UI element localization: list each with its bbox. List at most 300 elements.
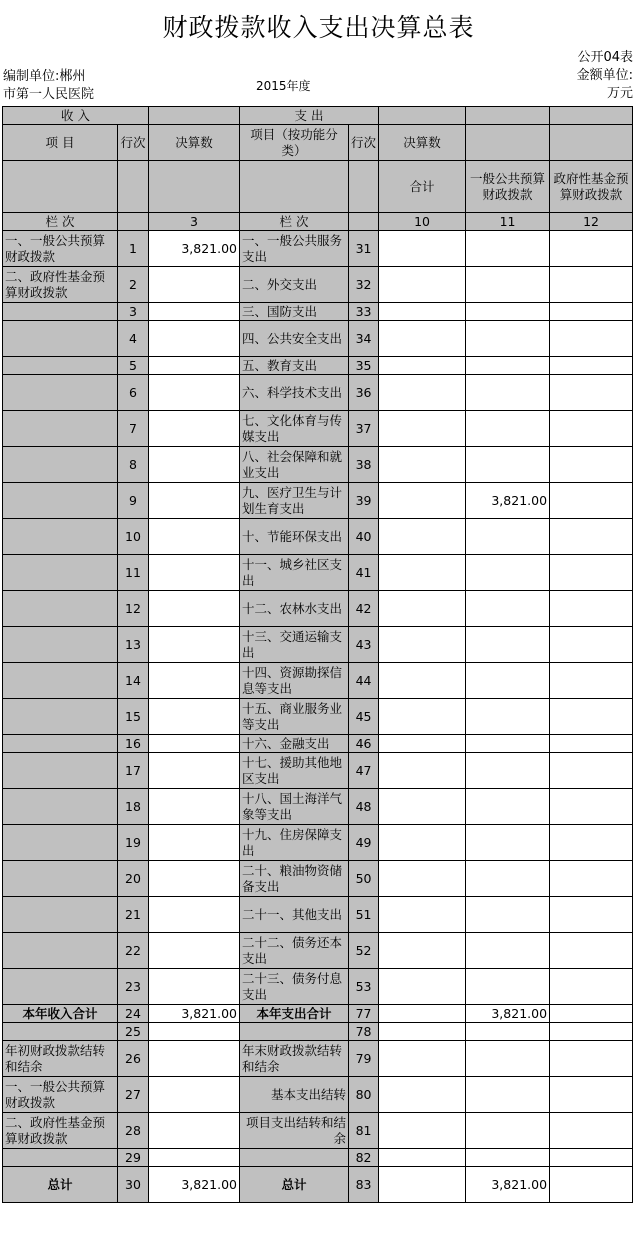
total-cell	[379, 735, 466, 753]
income-row-no-cell: 12	[118, 591, 149, 627]
general-budget-cell	[466, 735, 550, 753]
expense-row-no-cell: 42	[349, 591, 379, 627]
table-row	[3, 1023, 633, 1041]
general-budget-cell	[466, 1023, 550, 1041]
table-row	[3, 789, 633, 825]
expense-row-no-cell: 53	[349, 969, 379, 1005]
expense-item-cell: 十四、资源勘探信息等支出	[240, 663, 349, 699]
general-budget-cell	[466, 969, 550, 1005]
fund-budget-cell	[550, 591, 633, 627]
income-item-cell	[3, 1149, 118, 1167]
fund-budget-cell	[550, 897, 633, 933]
expense-item-cell: 六、科学技术支出	[240, 375, 349, 411]
table-row	[3, 1167, 633, 1203]
expense-row-no-cell: 36	[349, 375, 379, 411]
expense-row-no-cell: 43	[349, 627, 379, 663]
general-budget-cell	[466, 1041, 550, 1077]
expense-item-cell: 十三、交通运输支出	[240, 627, 349, 663]
expense-row-no-cell: 32	[349, 267, 379, 303]
expense-row-no-cell: 78	[349, 1023, 379, 1041]
col-label: 栏 次	[3, 213, 118, 231]
income-item-cell	[3, 969, 118, 1005]
income-item-cell	[3, 357, 118, 375]
expense-row-no-cell: 79	[349, 1041, 379, 1077]
expense-item-cell: 总计	[240, 1167, 349, 1203]
expense-row-no-cell: 44	[349, 663, 379, 699]
total-cell	[379, 627, 466, 663]
income-item-cell	[3, 663, 118, 699]
income-item-cell	[3, 753, 118, 789]
income-amount-cell	[149, 627, 240, 663]
table-row	[3, 321, 633, 357]
table-row	[3, 861, 633, 897]
amount-header: 决算数	[149, 125, 240, 161]
header-blank	[466, 125, 550, 161]
income-item-cell	[3, 699, 118, 735]
general-budget-cell	[466, 321, 550, 357]
income-amount-cell: 3,821.00	[149, 231, 240, 267]
fund-budget-cell	[550, 825, 633, 861]
total-cell	[379, 1077, 466, 1113]
fund-budget-cell	[550, 1149, 633, 1167]
header-row-columns	[3, 125, 633, 161]
income-item-cell: 二、政府性基金预算财政拨款	[3, 1113, 118, 1149]
fund-budget-cell	[550, 1113, 633, 1149]
fund-budget-cell	[550, 555, 633, 591]
expense-row-no-cell: 37	[349, 411, 379, 447]
exp-item-header: 项目（按功能分类）	[240, 125, 349, 161]
expense-item-cell: 十二、农林水支出	[240, 591, 349, 627]
expense-row-no-cell: 34	[349, 321, 379, 357]
table-row	[3, 519, 633, 555]
income-row-no-cell: 15	[118, 699, 149, 735]
income-item-cell: 年初财政拨款结转和结余	[3, 1041, 118, 1077]
expense-row-no-cell: 81	[349, 1113, 379, 1149]
total-cell	[379, 1041, 466, 1077]
general-budget-cell	[466, 825, 550, 861]
total-cell	[379, 969, 466, 1005]
expense-item-cell: 十六、金融支出	[240, 735, 349, 753]
total-cell	[379, 699, 466, 735]
unit-label: 金额单位:	[576, 68, 633, 83]
general-budget-cell	[466, 357, 550, 375]
general-budget-cell	[466, 789, 550, 825]
unit-value: 万元	[606, 86, 633, 101]
income-amount-cell: 3,821.00	[149, 1167, 240, 1203]
header-row-section	[3, 107, 633, 125]
income-row-no-cell: 11	[118, 555, 149, 591]
expense-item-cell: 十一、城乡社区支出	[240, 555, 349, 591]
general-budget-cell	[466, 1149, 550, 1167]
expense-row-no-cell: 51	[349, 897, 379, 933]
fund-budget-cell	[550, 1023, 633, 1041]
income-row-no-cell: 20	[118, 861, 149, 897]
income-item-cell	[3, 933, 118, 969]
income-row-no-cell: 3	[118, 303, 149, 321]
general-budget-cell	[466, 267, 550, 303]
fund-budget-cell	[550, 627, 633, 663]
table-row	[3, 231, 633, 267]
expense-item-cell: 二、外交支出	[240, 267, 349, 303]
general-budget-cell	[466, 303, 550, 321]
table-row	[3, 447, 633, 483]
table-row	[3, 753, 633, 789]
income-amount-cell	[149, 1077, 240, 1113]
total-cell	[379, 303, 466, 321]
total-cell	[379, 231, 466, 267]
income-amount-cell	[149, 825, 240, 861]
header-blank	[240, 161, 349, 213]
general-budget-cell	[466, 1077, 550, 1113]
page-title: 财政拨款收入支出决算总表	[162, 13, 475, 42]
expense-item-cell	[240, 1149, 349, 1167]
total-cell	[379, 897, 466, 933]
total-cell	[379, 1149, 466, 1167]
income-amount-cell	[149, 969, 240, 1005]
general-budget-cell	[466, 411, 550, 447]
fund-budget-cell	[550, 663, 633, 699]
income-item-cell	[3, 519, 118, 555]
header-blank	[550, 125, 633, 161]
income-row-no-cell: 13	[118, 627, 149, 663]
income-item-cell	[3, 861, 118, 897]
total-cell	[379, 825, 466, 861]
income-row-no-cell: 19	[118, 825, 149, 861]
income-item-cell: 一、一般公共预算财政拨款	[3, 231, 118, 267]
income-amount-cell	[149, 411, 240, 447]
income-amount-cell	[149, 1149, 240, 1167]
general-budget-cell	[466, 663, 550, 699]
income-amount-cell	[149, 861, 240, 897]
income-row-no-cell: 8	[118, 447, 149, 483]
income-item-cell	[3, 735, 118, 753]
header-row-subcolumns	[3, 161, 633, 213]
fund-budget-cell	[550, 411, 633, 447]
table-row	[3, 969, 633, 1005]
table-row	[3, 1149, 633, 1167]
income-amount-cell	[149, 663, 240, 699]
income-row-no-cell: 2	[118, 267, 149, 303]
income-item-cell	[3, 321, 118, 357]
expense-item-cell: 基本支出结转	[240, 1077, 349, 1113]
general-budget-header: 一般公共预算财政拨款	[466, 161, 550, 213]
income-row-no-cell: 18	[118, 789, 149, 825]
header-blank	[118, 213, 149, 231]
column-index-row	[3, 213, 633, 231]
fund-budget-cell	[550, 861, 633, 897]
income-row-no-cell: 10	[118, 519, 149, 555]
expense-row-no-cell: 38	[349, 447, 379, 483]
table-row	[3, 1077, 633, 1113]
header-blank	[466, 107, 550, 125]
table-row	[3, 627, 633, 663]
income-row-no-cell: 21	[118, 897, 149, 933]
income-amount-cell	[149, 321, 240, 357]
table-row	[3, 897, 633, 933]
expense-item-cell	[240, 1023, 349, 1041]
income-amount-cell	[149, 555, 240, 591]
fund-budget-cell	[550, 231, 633, 267]
fund-budget-cell	[550, 735, 633, 753]
fund-budget-cell	[550, 1167, 633, 1203]
income-amount-cell	[149, 1023, 240, 1041]
expense-row-no-cell: 77	[349, 1005, 379, 1023]
expense-item-cell: 二十、粮油物资储备支出	[240, 861, 349, 897]
income-item-cell: 二、政府性基金预算财政拨款	[3, 267, 118, 303]
income-row-no-cell: 9	[118, 483, 149, 519]
expense-item-cell: 五、教育支出	[240, 357, 349, 375]
expense-item-cell: 二十三、债务付息支出	[240, 969, 349, 1005]
table-row	[3, 483, 633, 519]
total-cell	[379, 357, 466, 375]
income-item-cell: 总计	[3, 1167, 118, 1203]
table-row	[3, 303, 633, 321]
income-row-no-cell: 6	[118, 375, 149, 411]
expense-item-cell: 项目支出结转和结余	[240, 1113, 349, 1149]
general-budget-cell	[466, 627, 550, 663]
income-row-no-cell: 7	[118, 411, 149, 447]
col-index-12: 12	[550, 213, 633, 231]
expense-row-no-cell: 48	[349, 789, 379, 825]
expense-row-no-cell: 33	[349, 303, 379, 321]
table-row	[3, 591, 633, 627]
expense-item-cell: 一、一般公共服务支出	[240, 231, 349, 267]
income-item-cell	[3, 411, 118, 447]
org-label: 编制单位:郴州	[3, 69, 86, 84]
income-amount-cell	[149, 357, 240, 375]
total-cell	[379, 591, 466, 627]
fiscal-year: 2015年度	[256, 79, 311, 93]
row-no-header: 行次	[118, 125, 149, 161]
total-cell	[379, 861, 466, 897]
expense-item-cell: 九、医疗卫生与计划生育支出	[240, 483, 349, 519]
total-cell	[379, 933, 466, 969]
expense-item-cell: 年末财政拨款结转和结余	[240, 1041, 349, 1077]
income-amount-cell	[149, 1113, 240, 1149]
expense-row-no-cell: 46	[349, 735, 379, 753]
table-row	[3, 411, 633, 447]
col-index-11: 11	[466, 213, 550, 231]
income-amount-cell	[149, 897, 240, 933]
general-budget-cell	[466, 897, 550, 933]
total-cell	[379, 447, 466, 483]
expense-row-no-cell: 40	[349, 519, 379, 555]
income-item-cell	[3, 555, 118, 591]
income-amount-cell	[149, 375, 240, 411]
total-cell	[379, 267, 466, 303]
total-cell	[379, 663, 466, 699]
table-row	[3, 1005, 633, 1023]
expense-item-cell: 三、国防支出	[240, 303, 349, 321]
fund-budget-cell	[550, 483, 633, 519]
expense-row-no-cell: 80	[349, 1077, 379, 1113]
income-amount-cell	[149, 1041, 240, 1077]
income-amount-cell	[149, 303, 240, 321]
general-budget-cell	[466, 555, 550, 591]
income-row-no-cell: 25	[118, 1023, 149, 1041]
table-row	[3, 1041, 633, 1077]
income-row-no-cell: 14	[118, 663, 149, 699]
fund-budget-header: 政府性基金预算财政拨款	[550, 161, 633, 213]
fund-budget-cell	[550, 933, 633, 969]
income-row-no-cell: 17	[118, 753, 149, 789]
col-index-10: 10	[379, 213, 466, 231]
table-row	[3, 699, 633, 735]
income-amount-cell	[149, 447, 240, 483]
fund-budget-cell	[550, 699, 633, 735]
total-cell	[379, 1113, 466, 1149]
income-item-cell	[3, 375, 118, 411]
budget-table	[2, 106, 633, 1203]
expense-row-no-cell: 47	[349, 753, 379, 789]
expense-row-no-cell: 82	[349, 1149, 379, 1167]
table-row	[3, 933, 633, 969]
income-item-cell: 一、一般公共预算财政拨款	[3, 1077, 118, 1113]
fund-budget-cell	[550, 375, 633, 411]
income-amount-cell	[149, 591, 240, 627]
fund-budget-cell	[550, 969, 633, 1005]
expense-item-cell: 八、社会保障和就业支出	[240, 447, 349, 483]
income-row-no-cell: 5	[118, 357, 149, 375]
expense-item-cell: 十八、国土海洋气象等支出	[240, 789, 349, 825]
header-blank	[149, 107, 240, 125]
general-budget-cell	[466, 447, 550, 483]
total-cell	[379, 753, 466, 789]
total-cell	[379, 519, 466, 555]
income-item-cell: 本年收入合计	[3, 1005, 118, 1023]
fund-budget-cell	[550, 447, 633, 483]
expense-item-cell: 十、节能环保支出	[240, 519, 349, 555]
general-budget-cell	[466, 1113, 550, 1149]
general-budget-cell	[466, 753, 550, 789]
income-row-no-cell: 23	[118, 969, 149, 1005]
expense-item-cell: 十七、援助其他地区支出	[240, 753, 349, 789]
fund-budget-cell	[550, 1077, 633, 1113]
total-cell	[379, 321, 466, 357]
total-cell	[379, 411, 466, 447]
fund-budget-cell	[550, 1041, 633, 1077]
exp-row-no-header: 行次	[349, 125, 379, 161]
expense-item-cell: 四、公共安全支出	[240, 321, 349, 357]
income-item-cell	[3, 447, 118, 483]
total-cell	[379, 375, 466, 411]
income-item-cell	[3, 825, 118, 861]
total-cell	[379, 483, 466, 519]
expense-row-no-cell: 50	[349, 861, 379, 897]
expense-row-no-cell: 49	[349, 825, 379, 861]
general-budget-cell	[466, 519, 550, 555]
income-amount-cell	[149, 753, 240, 789]
general-budget-cell	[466, 861, 550, 897]
income-row-no-cell: 26	[118, 1041, 149, 1077]
col-label-2: 栏 次	[240, 213, 349, 231]
income-item-cell	[3, 897, 118, 933]
fund-budget-cell	[550, 519, 633, 555]
expense-row-no-cell: 52	[349, 933, 379, 969]
fund-budget-cell	[550, 753, 633, 789]
income-amount-cell	[149, 735, 240, 753]
income-row-no-cell: 4	[118, 321, 149, 357]
income-item-cell	[3, 303, 118, 321]
income-item-cell	[3, 1023, 118, 1041]
item-header: 项 目	[3, 125, 118, 161]
fund-budget-cell	[550, 357, 633, 375]
expense-item-cell: 十九、住房保障支出	[240, 825, 349, 861]
income-amount-cell	[149, 789, 240, 825]
income-amount-cell	[149, 483, 240, 519]
income-amount-cell	[149, 519, 240, 555]
income-row-no-cell: 1	[118, 231, 149, 267]
form-number: 公开04表	[577, 50, 633, 65]
expense-item-cell: 十五、商业服务业等支出	[240, 699, 349, 735]
income-item-cell	[3, 627, 118, 663]
expense-row-no-cell: 35	[349, 357, 379, 375]
income-amount-cell	[149, 699, 240, 735]
expense-row-no-cell: 41	[349, 555, 379, 591]
income-amount-cell: 3,821.00	[149, 1005, 240, 1023]
income-row-no-cell: 16	[118, 735, 149, 753]
income-row-no-cell: 24	[118, 1005, 149, 1023]
header-blank	[149, 161, 240, 213]
fund-budget-cell	[550, 1005, 633, 1023]
income-amount-cell	[149, 267, 240, 303]
table-row	[3, 555, 633, 591]
total-cell	[379, 1167, 466, 1203]
income-item-cell	[3, 789, 118, 825]
fund-budget-cell	[550, 321, 633, 357]
income-row-no-cell: 22	[118, 933, 149, 969]
total-header: 合计	[379, 161, 466, 213]
expense-row-no-cell: 83	[349, 1167, 379, 1203]
income-item-cell	[3, 591, 118, 627]
general-budget-cell	[466, 375, 550, 411]
expense-item-cell: 二十一、其他支出	[240, 897, 349, 933]
income-row-no-cell: 28	[118, 1113, 149, 1149]
general-budget-cell	[466, 231, 550, 267]
income-amount-cell	[149, 933, 240, 969]
expense-item-cell: 本年支出合计	[240, 1005, 349, 1023]
fund-budget-cell	[550, 789, 633, 825]
header-blank	[379, 107, 466, 125]
general-budget-cell	[466, 699, 550, 735]
income-row-no-cell: 29	[118, 1149, 149, 1167]
expense-row-no-cell: 39	[349, 483, 379, 519]
header-blank	[349, 213, 379, 231]
general-budget-cell: 3,821.00	[466, 1167, 550, 1203]
expense-row-no-cell: 45	[349, 699, 379, 735]
income-row-no-cell: 27	[118, 1077, 149, 1113]
total-cell	[379, 789, 466, 825]
table-row	[3, 1113, 633, 1149]
total-cell	[379, 1023, 466, 1041]
general-budget-cell: 3,821.00	[466, 1005, 550, 1023]
header-blank	[550, 107, 633, 125]
total-cell	[379, 1005, 466, 1023]
income-header: 收 入	[3, 107, 149, 125]
header-blank	[349, 161, 379, 213]
general-budget-cell	[466, 933, 550, 969]
income-row-no-cell: 30	[118, 1167, 149, 1203]
exp-amount-header: 决算数	[379, 125, 466, 161]
fund-budget-cell	[550, 267, 633, 303]
income-item-cell	[3, 483, 118, 519]
general-budget-cell: 3,821.00	[466, 483, 550, 519]
total-cell	[379, 555, 466, 591]
expense-row-no-cell: 31	[349, 231, 379, 267]
expense-header: 支 出	[240, 107, 379, 125]
header-blank	[3, 161, 118, 213]
table-row	[3, 375, 633, 411]
